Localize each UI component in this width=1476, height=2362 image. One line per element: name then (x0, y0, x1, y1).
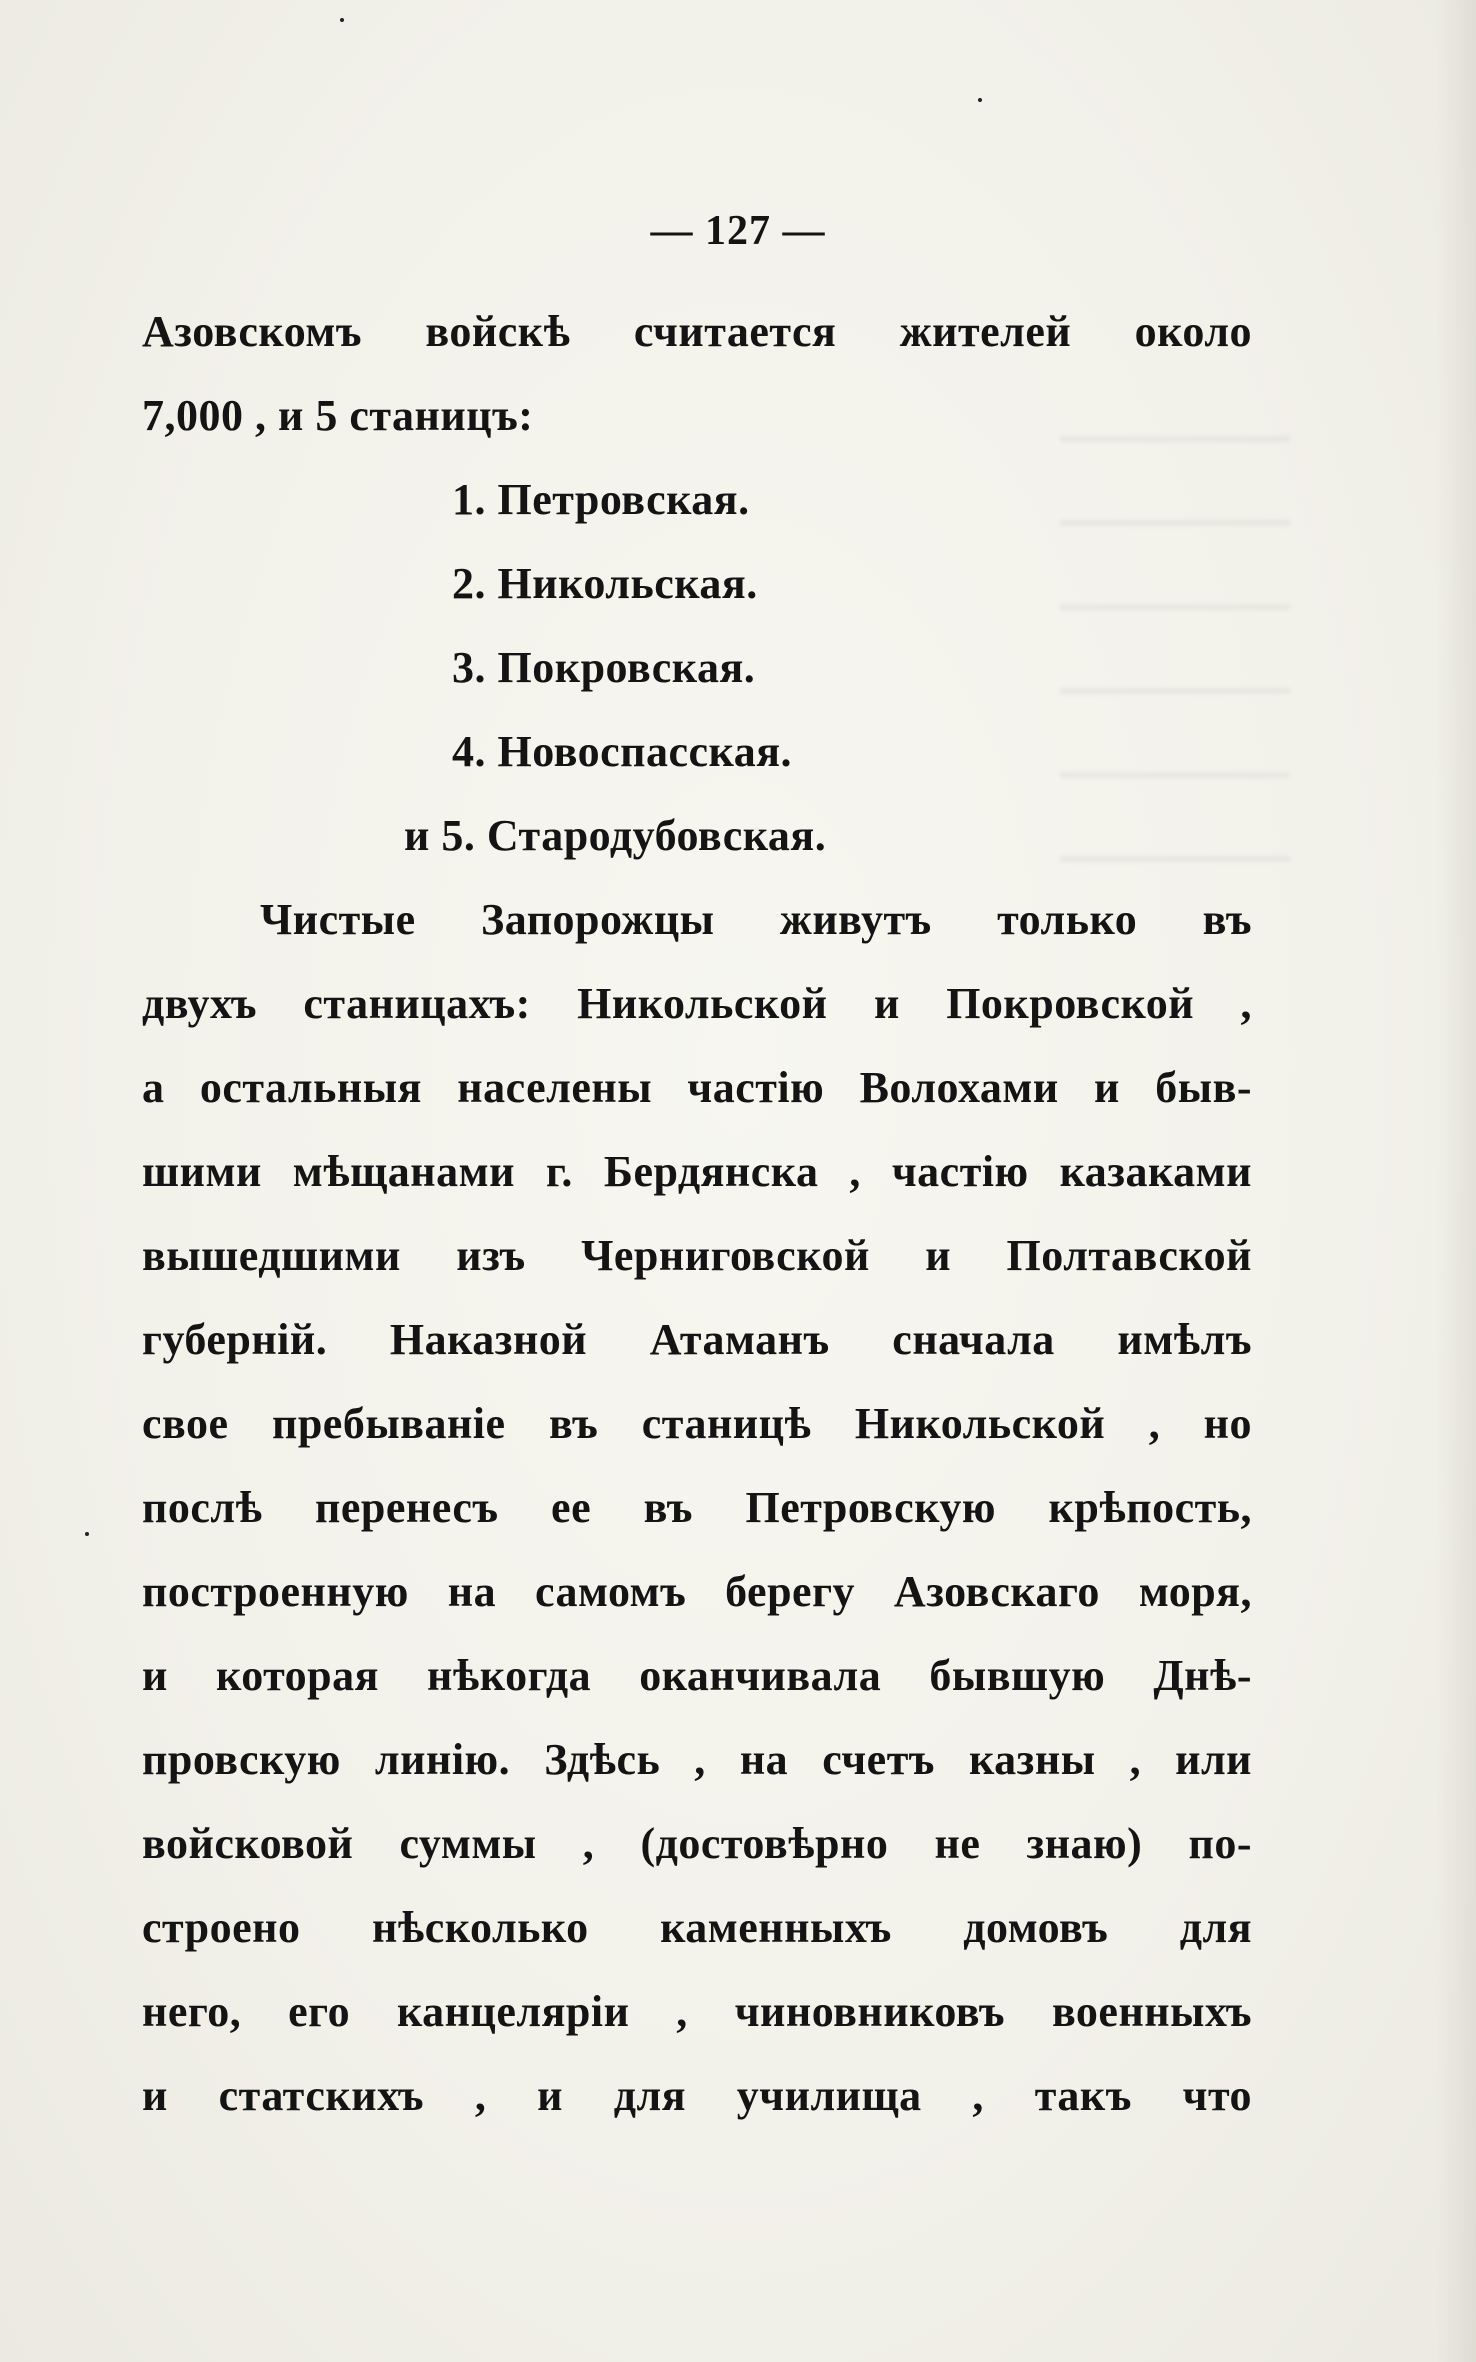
text-line: построенную на самомъ берегу Азовскаго моря, (142, 1567, 1252, 1616)
text-line: губерній. Наказной Атаманъ сначала имѣлъ (142, 1315, 1252, 1364)
paragraph (142, 878, 1252, 2138)
page-number: — 127 — (650, 208, 826, 254)
text-line: свое пребываніе въ станицѣ Никольской , но (142, 1399, 1252, 1448)
stanitsa-list (142, 458, 1252, 878)
list-item: 4. Новоспасская. (452, 727, 793, 776)
text-line: строено нѣсколько каменныхъ домовъ для (142, 1903, 1252, 1952)
list-item: и 5. Стародубовская. (404, 811, 827, 860)
text-line: него, его канцеляріи , чиновниковъ военныхъ (142, 1987, 1252, 2036)
text-line: и которая нѣкогда оканчивала бывшую Днѣ- (142, 1651, 1252, 1700)
text-line: и статскихъ , и для училища , такъ что (142, 2071, 1252, 2120)
text-line: двухъ станицахъ: Никольской и Покровской , (142, 979, 1252, 1028)
paper-speck (978, 98, 982, 102)
page-edge-shadow (1436, 0, 1476, 2362)
paper-speck (85, 1532, 89, 1536)
text-line: 7,000 , и 5 станицъ: (142, 391, 534, 440)
paper-speck (340, 18, 344, 22)
text-line: послѣ перенесъ ее въ Петровскую крѣпость, (142, 1483, 1252, 1532)
list-item: 2. Никольская. (452, 559, 758, 608)
body-text (142, 290, 1252, 2138)
text-line: Азовскомъ войскѣ считается жителей около (142, 307, 1252, 356)
text-line: вышедшими изъ Черниговской и Полтавской (142, 1231, 1252, 1280)
text-line: провскую линію. Здѣсь , на счетъ казны , или (142, 1735, 1252, 1784)
text-line: войсковой суммы , (достовѣрно не знаю) по- (142, 1819, 1252, 1868)
list-item: 1. Петровская. (452, 475, 750, 524)
text-line: а остальныя населены частію Волохами и быв- (142, 1063, 1252, 1112)
list-item: 3. Покровская. (452, 643, 756, 692)
text-line: Чистые Запорожцы живутъ только въ (260, 895, 1252, 944)
text-line: шими мѣщанами г. Бердянска , частію казаками (142, 1147, 1252, 1196)
